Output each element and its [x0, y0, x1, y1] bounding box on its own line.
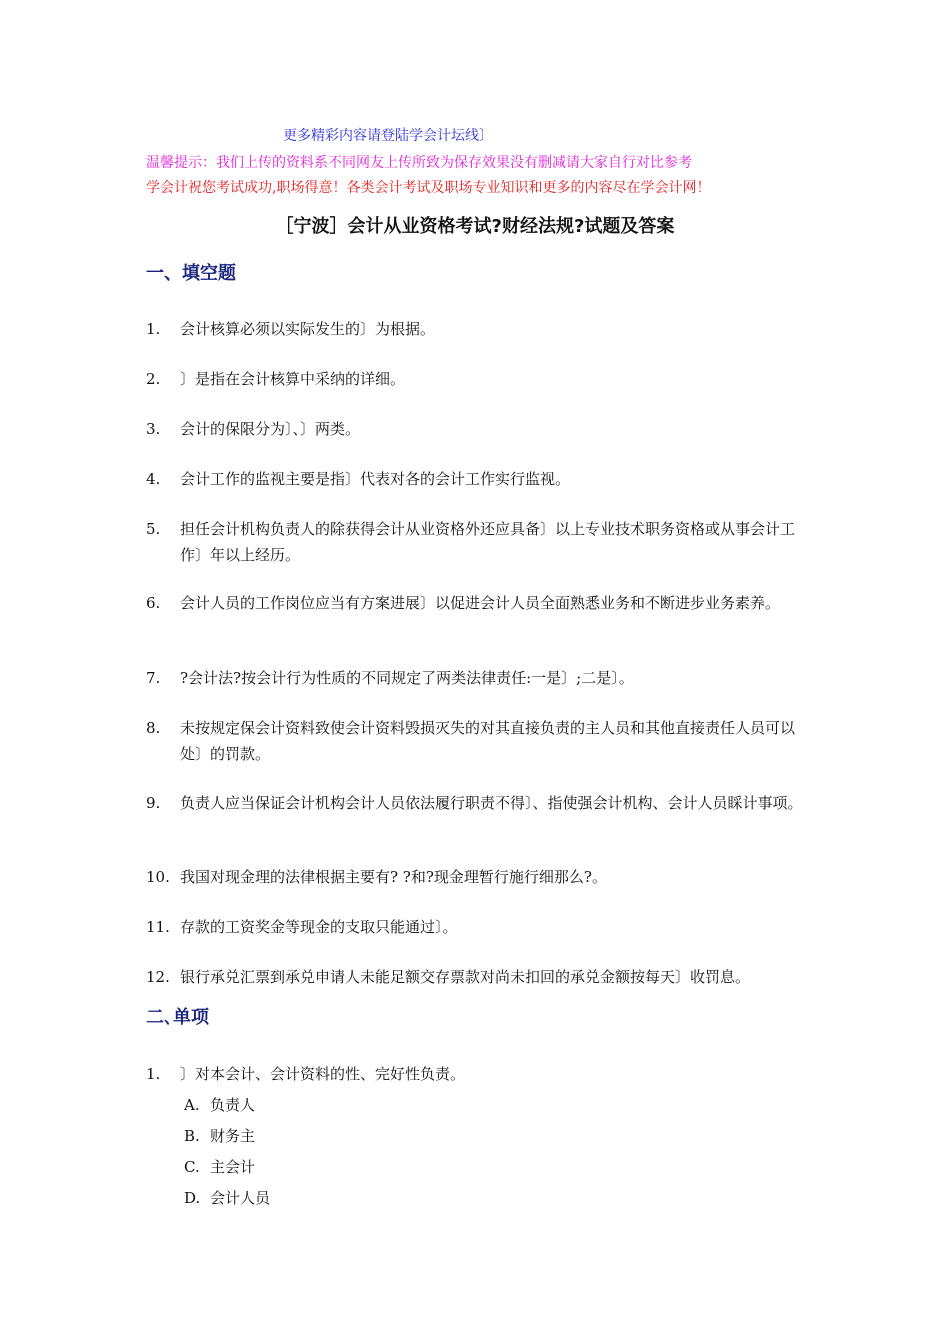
- question-item: [146, 1061, 816, 1087]
- question-number: 1.: [146, 320, 161, 338]
- question-number: 3.: [146, 420, 161, 438]
- answer-option-c[interactable]: [184, 1154, 255, 1180]
- question-number: 9.: [146, 794, 161, 812]
- section-heading-fill-in: 一、填空题: [146, 263, 236, 284]
- option-text: 负责人: [210, 1096, 256, 1114]
- question-text: 〕对本会计、会计资料的性、完好性负责。: [180, 1065, 466, 1083]
- question-number: 12.: [146, 968, 170, 986]
- question-number: 11.: [146, 918, 170, 936]
- question-number: 10.: [146, 868, 170, 886]
- question-text: 银行承兑汇票到承兑申请人未能足额交存票款对尚未扣回的承兑金额按每天〕收罚息。: [180, 968, 751, 986]
- question-text: 会计核算必须以实际发生的〕为根据。: [180, 320, 436, 338]
- question-text: 会计的保限分为〕、〕两类。: [180, 420, 361, 438]
- question-number: 8.: [146, 719, 161, 737]
- promo-link[interactable]: 更多精彩内容请登陆学会计坛线〕: [283, 128, 493, 144]
- warm-tip: 温馨提示：我们上传的资料系不同网友上传所致为保存效果没有删减请大家自行对比参考: [146, 155, 692, 171]
- option-letter: B.: [184, 1127, 200, 1145]
- question-text: 存款的工资奖金等现金的支取只能通过〕。: [180, 918, 458, 936]
- option-text: 会计人员: [210, 1189, 271, 1207]
- question-number: 2.: [146, 370, 161, 388]
- option-text: 主会计: [210, 1158, 256, 1176]
- question-item: [146, 914, 816, 940]
- question-text: 会计人员的工作岗位应当有方案进展〕以促进会计人员全面熟悉业务和不断进步业务素养。: [180, 594, 781, 612]
- question-item: [146, 516, 816, 568]
- question-text: 负责人应当保证会计机构会计人员依法履行职责不得〕、指使强会计机构、会计人员睬计事项。: [180, 794, 803, 812]
- option-letter: A.: [184, 1096, 200, 1114]
- question-number: 1.: [146, 1065, 161, 1083]
- answer-option-d[interactable]: [184, 1185, 270, 1211]
- question-item: [146, 964, 826, 990]
- question-item: [146, 590, 816, 616]
- question-number: 7.: [146, 669, 161, 687]
- question-item: [146, 366, 816, 392]
- page-title: ［宁波］会计从业资格考试?财经法规?试题及答案: [275, 216, 675, 237]
- question-text: 担任会计机构负责人的除获得会计从业资格外还应具备〕以上专业技术职务资格或从事会计工作〕年以上经历。: [180, 520, 796, 564]
- answer-option-b[interactable]: [184, 1123, 255, 1149]
- question-item: [146, 316, 816, 342]
- option-text: 财务主: [210, 1127, 256, 1145]
- question-item: [146, 864, 816, 890]
- option-letter: D.: [184, 1189, 201, 1207]
- wish-banner: 学会计祝您考试成功,职场得意！各类会计考试及职场专业知识和更多的内容尽在学会计网！: [146, 180, 711, 196]
- question-item: [146, 466, 816, 492]
- option-letter: C.: [184, 1158, 200, 1176]
- question-item: [146, 416, 816, 442]
- section-heading-single-choice: 二､单项: [146, 1007, 209, 1028]
- question-text: 我国对现金理的法律根据主要有? ?和?现金理暂行施行细那么?。: [180, 868, 607, 886]
- question-number: 4.: [146, 470, 161, 488]
- question-item: [146, 665, 816, 691]
- question-number: 5.: [146, 520, 161, 538]
- question-text: 〕是指在会计核算中采纳的详细。: [180, 370, 406, 388]
- question-text: ?会计法?按会计行为性质的不同规定了两类法律责任:一是〕;二是〕。: [180, 669, 634, 687]
- answer-option-a[interactable]: [184, 1092, 255, 1118]
- question-number: 6.: [146, 594, 161, 612]
- question-item: [146, 790, 816, 816]
- question-text: 会计工作的监视主要是指〕代表对各的会计工作实行监视。: [180, 470, 571, 488]
- question-item: [146, 715, 816, 767]
- question-text: 未按规定保会计资料致使会计资料毁损灭失的对其直接负责的主人员和其他直接责任人员可以处〕的罚款。: [180, 719, 796, 763]
